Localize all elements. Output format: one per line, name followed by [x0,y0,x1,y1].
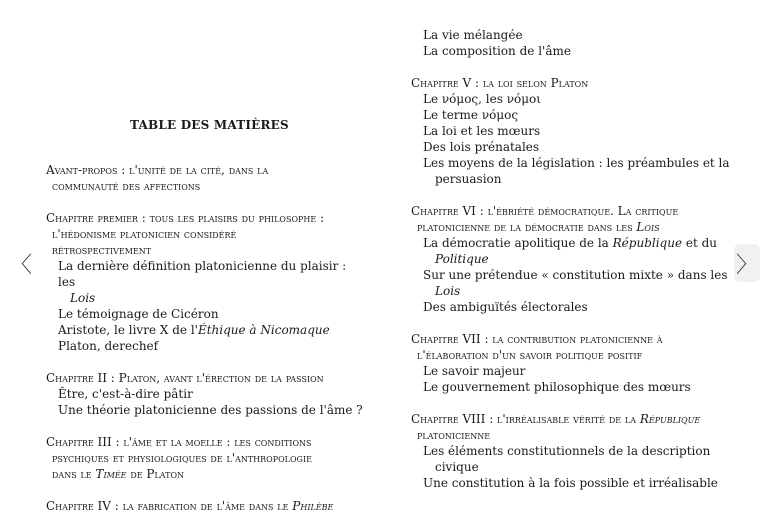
toc-subentry-text: Aristote, le livre X de l' [58,323,198,337]
toc-subentry-cont [411,251,731,267]
toc-entry-text: Timée [95,467,127,481]
toc-subentry-text: Éthique à Nicomaque [197,323,330,337]
toc-subentry[interactable]: Des ambiguïtés électorales [423,300,588,314]
toc-subentry-text: Politique [435,252,489,266]
toc-entry-line: Chapitre III : l'âme et la moelle : les conditions [46,435,312,449]
toc-subentry[interactable]: Le témoignage de Cicéron [58,307,219,321]
toc-entry-chapitre-3[interactable] [46,434,366,482]
chevron-left-icon: 〈 [10,252,33,278]
toc-subentry[interactable]: Une théorie platonicienne des passions de l'âme ? [58,403,363,417]
toc-entry-chapitre-2[interactable] [46,370,366,418]
toc-entry-text: Philèbe [292,499,334,513]
chevron-right-icon: 〉 [735,252,758,278]
toc-subentry-text: La dernière définition platonicienne du plaisir : les [58,259,347,289]
toc-subentry-text: République [612,236,683,250]
toc-entry-line: rétrospectivement [52,243,152,257]
toc-entry-line: platonicienne [417,428,491,442]
toc-right-column [411,27,731,507]
toc-entry-chapitre-1[interactable] [46,210,366,354]
toc-subentry[interactable]: Des lois prénatales [423,140,540,154]
toc-entry-line: Chapitre II : Platon, avant l'érection de la passion [46,371,324,385]
toc-entry-text: de Platon [126,467,185,481]
toc-subentry[interactable]: Sur une prétendue « constitution mixte » dans les [423,268,728,282]
toc-entry-line: Chapitre V : la loi selon Platon [411,76,589,90]
toc-subentry[interactable] [411,235,731,251]
toc-entry-line: Avant-propos : l'unité de la cité, dans la [46,163,269,177]
toc-subentry[interactable] [46,322,366,338]
toc-entry-line: communauté des affections [52,179,201,193]
toc-entry-chapitre-5[interactable] [411,75,731,187]
toc-entry-line: Chapitre VI : l'ébriété démocratique. La critique [411,204,679,218]
toc-subentry-cont: persuasion [435,172,502,186]
toc-subentry[interactable]: Le gouvernement philosophique des mœurs [423,380,691,394]
toc-entry-text: Chapitre IV : la fabrication de l'âme dans le [46,499,293,513]
toc-subentry[interactable]: Une constitution à la fois possible et irréalisable [423,476,718,490]
toc-entry-text: Chapitre VIII : l'irréalisable vérité de la [411,412,640,426]
next-page-button[interactable] [734,244,760,282]
toc-subentry[interactable]: Les éléments constitutionnels de la description [423,444,711,458]
toc-subentry-text: La démocratie apolitique de la [423,236,613,250]
toc-subentry-text: Lois [70,291,96,305]
toc-subentry[interactable]: Le savoir majeur [423,364,526,378]
toc-entry-text: dans le [52,467,96,481]
toc-subentry-cont [411,283,731,299]
toc-entry-chapitre-4-cont [411,27,731,59]
toc-entry-chapitre-8[interactable] [411,411,731,491]
toc-subentry[interactable]: Le terme νόμος [423,108,519,122]
toc-subentry[interactable]: La vie mélangée [423,28,523,42]
toc-entry-line [411,411,731,427]
toc-entry-line [46,466,366,482]
toc-entry-line: l'élaboration d'un savoir politique positif [417,348,643,362]
toc-left-column [46,162,366,530]
toc-entry-avant-propos[interactable] [46,162,366,194]
toc-subentry[interactable]: La loi et les mœurs [423,124,541,138]
toc-entry-text: Lois [636,220,660,234]
toc-subentry[interactable]: La composition de l'âme [423,44,571,58]
toc-subentry-cont: civique [435,460,479,474]
toc-entry-text: République [639,412,701,426]
toc-entry-line: Chapitre premier : tous les plaisirs du philosophe : [46,211,325,225]
prev-page-button[interactable] [10,244,32,282]
toc-entry-line: psychiques et physiologiques de l'anthropologie [52,451,312,465]
toc-subentry-text: et du [682,236,718,250]
toc-entry-text: platonicienne de la démocratie dans les [417,220,637,234]
toc-entry-line [411,219,731,235]
toc-subentry-cont [46,290,366,306]
toc-subentry[interactable]: Être, c'est-à-dire pâtir [58,387,193,401]
toc-title: TABLE DES MATIÈRES [130,118,289,132]
toc-subentry[interactable]: Les moyens de la législation : les préambules et la [423,156,730,170]
toc-subentry[interactable]: Platon, derechef [58,339,159,353]
toc-entry-line: Chapitre VII : la contribution platonicienne à [411,332,663,346]
toc-subentry[interactable] [46,258,366,290]
toc-subentry-text: Lois [435,284,461,298]
toc-entry-line: l'hédonisme platonicien considéré [52,227,237,241]
toc-entry-chapitre-7[interactable] [411,331,731,395]
toc-subentry[interactable]: Le νόμος, les νόμοι [423,92,541,106]
toc-entry-chapitre-6[interactable] [411,203,731,315]
